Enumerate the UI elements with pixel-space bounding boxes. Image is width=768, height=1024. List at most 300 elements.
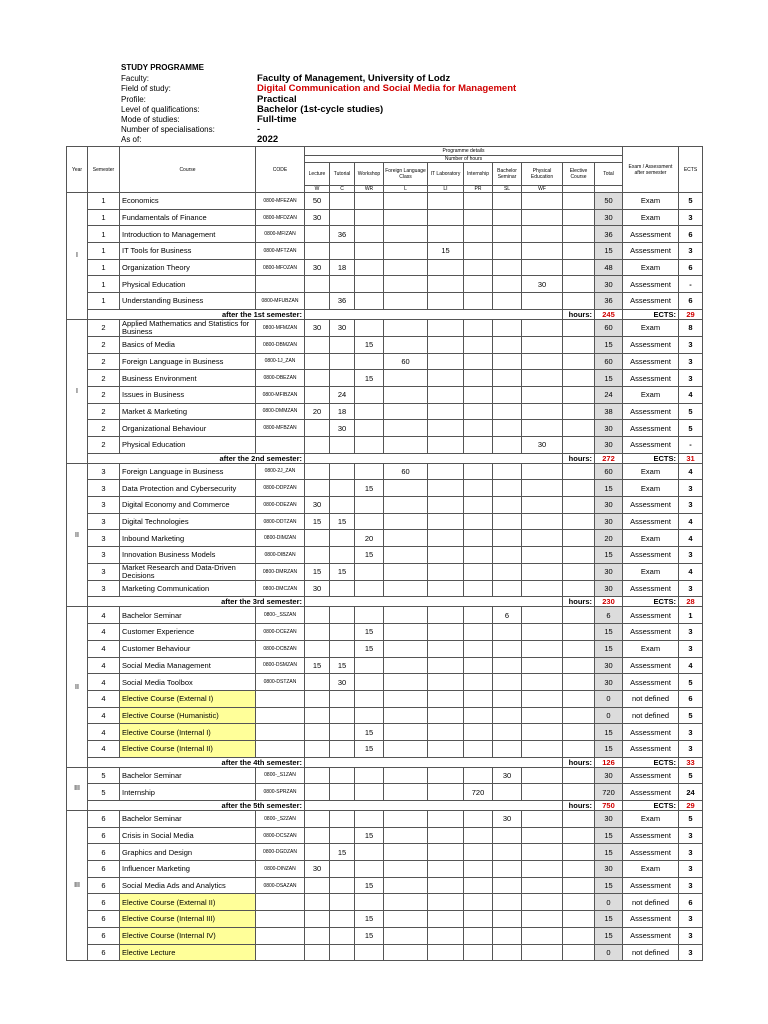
- summary-spacer: [305, 453, 563, 463]
- course-name: Social Media Toolbox: [120, 674, 256, 691]
- semester-cell: 4: [88, 690, 120, 707]
- table-row: [67, 690, 703, 707]
- hours-cell: [464, 513, 493, 530]
- hours-cell: 15: [355, 724, 384, 741]
- hours-cell: [428, 563, 464, 580]
- hours-cell: [464, 811, 493, 828]
- course-code: 0800-DBEZAN: [256, 370, 305, 387]
- course-name: Applied Mathematics and Statistics for Business: [120, 319, 256, 336]
- hours-cell: [493, 513, 522, 530]
- ects-cell: 5: [679, 674, 703, 691]
- elective-cell: [563, 243, 595, 260]
- hours-cell: [464, 243, 493, 260]
- hours-cell: [493, 740, 522, 757]
- summary-ects-label: ECTS:: [623, 757, 679, 767]
- hours-cell: [493, 690, 522, 707]
- hours-cell: [305, 674, 330, 691]
- hours-cell: 30: [493, 811, 522, 828]
- header-row: [121, 125, 516, 135]
- hours-cell: [305, 740, 330, 757]
- hours-cell: [522, 353, 563, 370]
- ects-cell: 5: [679, 707, 703, 724]
- exam-cell: Assessment: [623, 547, 679, 564]
- hours-cell: [384, 844, 428, 861]
- total-cell: 6: [595, 607, 623, 624]
- total-cell: 15: [595, 480, 623, 497]
- ects-cell: 6: [679, 226, 703, 243]
- number-of-hours-label: Number of hours: [305, 156, 623, 163]
- summary-ects: 31: [679, 453, 703, 463]
- hours-cell: [355, 386, 384, 403]
- hours-cell: [305, 844, 330, 861]
- semester-cell: 2: [88, 336, 120, 353]
- hours-cell: [493, 353, 522, 370]
- hours-cell: [464, 530, 493, 547]
- hours-cell: [330, 209, 355, 226]
- exam-cell: Assessment: [623, 624, 679, 641]
- hours-cell: [522, 259, 563, 276]
- summary-hours-label: hours:: [563, 597, 595, 607]
- col-internship: Internship: [464, 163, 493, 186]
- course-name: Elective Course (Internal III): [120, 911, 256, 928]
- year-cell: I: [67, 193, 88, 320]
- summary-spacer: [305, 597, 563, 607]
- course-name: Elective Course (External II): [120, 894, 256, 911]
- hours-cell: 15: [355, 927, 384, 944]
- exam-cell: Exam: [623, 861, 679, 878]
- elective-cell: [563, 827, 595, 844]
- header-row: [121, 115, 516, 125]
- total-cell: 15: [595, 927, 623, 944]
- table-row: [67, 403, 703, 420]
- hours-cell: [464, 336, 493, 353]
- col-code: CODE: [256, 147, 305, 193]
- course-code: 0800-DDTZAN: [256, 513, 305, 530]
- hours-cell: [355, 767, 384, 784]
- hours-cell: [428, 580, 464, 597]
- table-row: [67, 911, 703, 928]
- hours-cell: 15: [305, 657, 330, 674]
- hours-cell: [355, 944, 384, 961]
- hours-cell: [428, 640, 464, 657]
- elective-cell: [563, 861, 595, 878]
- hours-cell: [428, 607, 464, 624]
- course-name: Economics: [120, 193, 256, 210]
- hours-cell: [464, 436, 493, 453]
- hours-cell: [384, 657, 428, 674]
- exam-cell: Assessment: [623, 927, 679, 944]
- hours-cell: [522, 370, 563, 387]
- header-label: As of:: [121, 135, 142, 145]
- hours-cell: [355, 690, 384, 707]
- hours-cell: [384, 193, 428, 210]
- total-cell: 30: [595, 674, 623, 691]
- semester-summary-row: [67, 757, 703, 767]
- hours-cell: [493, 480, 522, 497]
- hours-cell: 15: [355, 336, 384, 353]
- header-row: [121, 135, 516, 145]
- course-name: Physical Education: [120, 276, 256, 293]
- summary-hours-label: hours:: [563, 453, 595, 463]
- hours-cell: 15: [355, 370, 384, 387]
- table-row: [67, 193, 703, 210]
- hours-cell: [428, 480, 464, 497]
- hours-cell: [428, 513, 464, 530]
- hours-cell: [493, 844, 522, 861]
- total-cell: 36: [595, 293, 623, 310]
- hours-cell: 15: [355, 624, 384, 641]
- hours-cell: [330, 784, 355, 801]
- hours-cell: [305, 827, 330, 844]
- table-row: [67, 927, 703, 944]
- course-code: [256, 911, 305, 928]
- course-code: 0800-DMCZAN: [256, 580, 305, 597]
- hours-cell: [384, 927, 428, 944]
- elective-cell: [563, 563, 595, 580]
- semester-cell: 4: [88, 657, 120, 674]
- hours-cell: [464, 707, 493, 724]
- semester-cell: 3: [88, 463, 120, 480]
- hours-cell: [330, 911, 355, 928]
- course-code: 0800-MFUBZAN: [256, 293, 305, 310]
- ects-cell: 5: [679, 193, 703, 210]
- hours-cell: [464, 193, 493, 210]
- hours-cell: 20: [355, 530, 384, 547]
- course-code: 0800-1J_ZAN: [256, 353, 305, 370]
- hours-cell: [305, 463, 330, 480]
- hours-cell: 15: [305, 513, 330, 530]
- ects-cell: 4: [679, 563, 703, 580]
- ects-cell: 3: [679, 927, 703, 944]
- hours-cell: [464, 740, 493, 757]
- hours-cell: [464, 607, 493, 624]
- total-cell: 60: [595, 463, 623, 480]
- abbr-cell-empty: [563, 186, 595, 193]
- hours-cell: [384, 911, 428, 928]
- hours-cell: [493, 724, 522, 741]
- hours-cell: [522, 911, 563, 928]
- hours-cell: [522, 877, 563, 894]
- course-name: Influencer Marketing: [120, 861, 256, 878]
- hours-cell: [428, 927, 464, 944]
- semester-cell: 4: [88, 724, 120, 741]
- ects-cell: 5: [679, 767, 703, 784]
- ects-cell: 3: [679, 827, 703, 844]
- hours-cell: [428, 784, 464, 801]
- exam-cell: Assessment: [623, 276, 679, 293]
- semester-cell: 5: [88, 784, 120, 801]
- elective-cell: [563, 911, 595, 928]
- hours-cell: [493, 911, 522, 928]
- course-code: 0800-DGDZAN: [256, 844, 305, 861]
- course-code: 0800-DSMZAN: [256, 657, 305, 674]
- hours-cell: 15: [355, 740, 384, 757]
- hours-cell: [464, 370, 493, 387]
- exam-cell: Assessment: [623, 877, 679, 894]
- hours-cell: [522, 724, 563, 741]
- course-name: Social Media Ads and Analytics: [120, 877, 256, 894]
- hours-cell: [428, 319, 464, 336]
- hours-cell: [464, 844, 493, 861]
- hours-cell: [464, 293, 493, 310]
- semester-cell: 6: [88, 944, 120, 961]
- hours-cell: 30: [305, 861, 330, 878]
- hours-cell: [428, 463, 464, 480]
- total-cell: 15: [595, 844, 623, 861]
- table-row: [67, 724, 703, 741]
- hours-cell: [384, 640, 428, 657]
- ects-cell: 3: [679, 243, 703, 260]
- hours-cell: [522, 927, 563, 944]
- col-year: Year: [67, 147, 88, 193]
- elective-cell: [563, 226, 595, 243]
- summary-ects-label: ECTS:: [623, 801, 679, 811]
- hours-cell: [355, 894, 384, 911]
- hours-cell: [330, 463, 355, 480]
- exam-cell: Assessment: [623, 226, 679, 243]
- hours-cell: [464, 497, 493, 514]
- exam-cell: Assessment: [623, 911, 679, 928]
- header-value: Practical: [257, 93, 297, 105]
- table-body: [67, 193, 703, 961]
- semester-cell: 2: [88, 420, 120, 437]
- hours-cell: [355, 861, 384, 878]
- exam-cell: Assessment: [623, 370, 679, 387]
- ects-cell: 6: [679, 293, 703, 310]
- exam-cell: Assessment: [623, 497, 679, 514]
- table-row: [67, 463, 703, 480]
- hours-cell: [355, 844, 384, 861]
- hours-cell: [493, 563, 522, 580]
- hours-cell: [428, 624, 464, 641]
- elective-cell: [563, 580, 595, 597]
- course-name: Elective Lecture: [120, 944, 256, 961]
- exam-cell: not defined: [623, 707, 679, 724]
- elective-cell: [563, 624, 595, 641]
- year-cell: I: [67, 319, 88, 463]
- table-row: [67, 497, 703, 514]
- exam-cell: Exam: [623, 480, 679, 497]
- hours-cell: [493, 547, 522, 564]
- ects-cell: 3: [679, 336, 703, 353]
- elective-cell: [563, 513, 595, 530]
- hours-cell: [464, 209, 493, 226]
- hours-cell: [493, 707, 522, 724]
- hours-cell: [384, 276, 428, 293]
- total-cell: 0: [595, 944, 623, 961]
- hours-cell: [384, 894, 428, 911]
- course-name: Bachelor Seminar: [120, 767, 256, 784]
- total-cell: 15: [595, 640, 623, 657]
- hours-cell: [384, 259, 428, 276]
- semester-summary-row: [67, 801, 703, 811]
- elective-cell: [563, 259, 595, 276]
- hours-cell: [330, 767, 355, 784]
- hours-cell: [522, 319, 563, 336]
- ects-cell: 3: [679, 209, 703, 226]
- semester-cell: 1: [88, 226, 120, 243]
- total-cell: 30: [595, 209, 623, 226]
- course-code: 0800-MFBZAN: [256, 420, 305, 437]
- semester-cell: 2: [88, 403, 120, 420]
- hours-cell: [330, 353, 355, 370]
- hours-cell: 15: [355, 480, 384, 497]
- total-cell: 60: [595, 353, 623, 370]
- elective-cell: [563, 640, 595, 657]
- hours-cell: [522, 336, 563, 353]
- hours-cell: [384, 674, 428, 691]
- hours-cell: [384, 724, 428, 741]
- table-row: [67, 674, 703, 691]
- abbr-cell: SL: [493, 186, 522, 193]
- table-row: [67, 336, 703, 353]
- elective-cell: [563, 944, 595, 961]
- elective-cell: [563, 370, 595, 387]
- summary-ects: 33: [679, 757, 703, 767]
- col-physical-education: Physical Education: [522, 163, 563, 186]
- hours-cell: 15: [330, 563, 355, 580]
- programme-header: [121, 63, 516, 146]
- hours-cell: [522, 226, 563, 243]
- hours-cell: [305, 707, 330, 724]
- hours-cell: [305, 927, 330, 944]
- course-code: 0800-_S1ZAN: [256, 767, 305, 784]
- hours-cell: [428, 530, 464, 547]
- exam-cell: Assessment: [623, 767, 679, 784]
- elective-cell: [563, 690, 595, 707]
- hours-cell: [428, 226, 464, 243]
- exam-cell: Exam: [623, 386, 679, 403]
- hours-cell: [305, 353, 330, 370]
- summary-hours: 245: [595, 309, 623, 319]
- hours-cell: 6: [493, 607, 522, 624]
- hours-cell: 15: [330, 513, 355, 530]
- hours-cell: [355, 707, 384, 724]
- header-label: Profile:: [121, 94, 146, 104]
- summary-ects: 29: [679, 309, 703, 319]
- exam-cell: not defined: [623, 944, 679, 961]
- hours-cell: [428, 944, 464, 961]
- course-name: Foreign Language in Business: [120, 463, 256, 480]
- course-code: [256, 944, 305, 961]
- hours-cell: [464, 861, 493, 878]
- col-total: Total: [595, 163, 623, 186]
- hours-cell: [522, 193, 563, 210]
- hours-cell: [522, 607, 563, 624]
- hours-cell: [522, 386, 563, 403]
- course-code: 0800-_SSZAN: [256, 607, 305, 624]
- total-cell: 15: [595, 336, 623, 353]
- elective-cell: [563, 420, 595, 437]
- exam-cell: Exam: [623, 259, 679, 276]
- ects-cell: 3: [679, 911, 703, 928]
- exam-cell: Assessment: [623, 674, 679, 691]
- table-row: [67, 319, 703, 336]
- total-cell: 30: [595, 657, 623, 674]
- hours-cell: [464, 877, 493, 894]
- hours-cell: [305, 911, 330, 928]
- exam-cell: Exam: [623, 640, 679, 657]
- hours-cell: [355, 403, 384, 420]
- header-label: Number of specialisations:: [121, 125, 215, 135]
- exam-cell: Exam: [623, 463, 679, 480]
- hours-cell: [384, 563, 428, 580]
- semester-cell: 6: [88, 844, 120, 861]
- col-tutorial: Tutorial: [330, 163, 355, 186]
- elective-cell: [563, 767, 595, 784]
- elective-cell: [563, 497, 595, 514]
- hours-cell: [493, 243, 522, 260]
- hours-cell: [428, 724, 464, 741]
- col-workshop: Workshop: [355, 163, 384, 186]
- course-name: Digital Economy and Commerce: [120, 497, 256, 514]
- semester-cell: 4: [88, 607, 120, 624]
- semester-cell: 5: [88, 767, 120, 784]
- course-name: Customer Behaviour: [120, 640, 256, 657]
- table-row: [67, 226, 703, 243]
- hours-cell: [355, 674, 384, 691]
- course-code: 0800-DMMZAN: [256, 403, 305, 420]
- hours-cell: [493, 336, 522, 353]
- elective-cell: [563, 707, 595, 724]
- semester-cell: 6: [88, 927, 120, 944]
- total-cell: 30: [595, 563, 623, 580]
- header-row: [121, 84, 516, 94]
- hours-cell: 30: [330, 674, 355, 691]
- course-code: 0800-2J_ZAN: [256, 463, 305, 480]
- total-cell: 15: [595, 740, 623, 757]
- hours-cell: [522, 513, 563, 530]
- summary-hours: 230: [595, 597, 623, 607]
- semester-cell: 2: [88, 386, 120, 403]
- elective-cell: [563, 386, 595, 403]
- hours-cell: [355, 276, 384, 293]
- exam-cell: Exam: [623, 319, 679, 336]
- hours-cell: 30: [305, 580, 330, 597]
- exam-cell: Assessment: [623, 657, 679, 674]
- summary-hours: 750: [595, 801, 623, 811]
- hours-cell: [522, 403, 563, 420]
- ects-cell: 3: [679, 944, 703, 961]
- table-row: [67, 547, 703, 564]
- ects-cell: 4: [679, 463, 703, 480]
- col-elective-course: Elective Course: [563, 163, 595, 186]
- semester-cell: 4: [88, 674, 120, 691]
- summary-spacer: [305, 757, 563, 767]
- hours-cell: [493, 420, 522, 437]
- hours-cell: [384, 513, 428, 530]
- semester-summary-row: [67, 597, 703, 607]
- hours-cell: [493, 640, 522, 657]
- hours-cell: [464, 403, 493, 420]
- hours-cell: [428, 497, 464, 514]
- course-name: Fundamentals of Finance: [120, 209, 256, 226]
- table-row: [67, 944, 703, 961]
- course-name: Social Media Management: [120, 657, 256, 674]
- ects-cell: 4: [679, 513, 703, 530]
- hours-cell: [355, 259, 384, 276]
- total-cell: 15: [595, 243, 623, 260]
- ects-cell: 24: [679, 784, 703, 801]
- hours-cell: [384, 480, 428, 497]
- hours-cell: [305, 370, 330, 387]
- hours-cell: [384, 436, 428, 453]
- course-name: Market Research and Data-Driven Decisions: [120, 563, 256, 580]
- hours-cell: [493, 674, 522, 691]
- course-name: Crisis in Social Media: [120, 827, 256, 844]
- hours-cell: [464, 547, 493, 564]
- ects-cell: 3: [679, 640, 703, 657]
